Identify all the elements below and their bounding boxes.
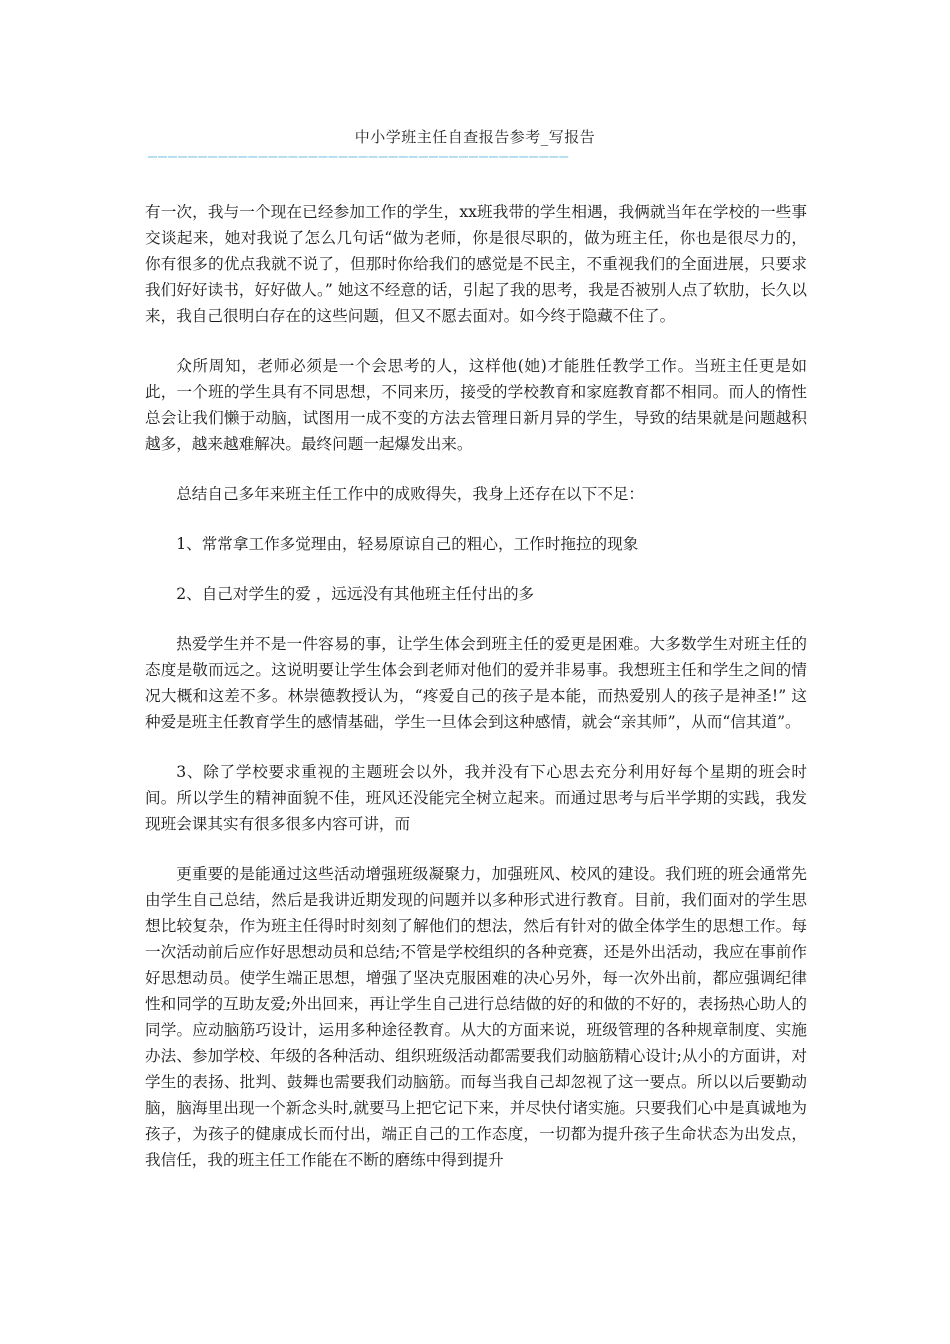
- paragraph-4: 热爱学生并不是一件容易的事，让学生体会到班主任的爱更是困难。大多数学生对班主任的态度是敬而远之。这说明要让学生体会到老师对他们的爱并非易事。我想班主任和学生之间的情况大概和这差不多。林崇德教授认为，“疼爱自己的孩子是本能，而热爱别人的孩子是神圣!” 这种爱是班主任教育学生的感情基础，学生一旦体会到这种感情，就会“亲其师”，从而“信其道”。: [145, 635, 807, 731]
- paragraph-2: 众所周知，老师必须是一个会思考的人，这样他(她)才能胜任教学工作。当班主任更是如此，一个班的学生具有不同思想，不同来历，接受的学校教育和家庭教育都不相同。而人的惰性总会让我们懒于动脑，试图用一成不变的方法去管理日新月异的学生，导致的结果就是问题越积越多，越来越难解决。最终问题一起爆发出来。: [145, 357, 807, 453]
- title-divider: ——————————————————————————————————————————: [148, 147, 570, 165]
- list-item-2: 2、自己对学生的爱 ，远远没有其他班主任付出的多: [176, 585, 535, 603]
- paragraph-1: 有一次，我与一个现在已经参加工作的学生，xx班我带的学生相遇，我俩就当年在学校的一些事交谈起来，她对我说了怎么几句话“做为老师，你是很尽职的，做为班主任，你也是很尽力的，你有很多的优点我就不说了，但那时你给我们的感觉是不民主，不重视我们的全面进展，只要求我们好好读书，好好做人。” 她这不经意的话，引起了我的思考，我是否被别人点了软肋，长久以来，我自己很明白存在的这些问题，但又不愿去面对。如今终于隐藏不住了。: [145, 203, 807, 325]
- document-title: 中小学班主任自查报告参考_写报告: [354, 128, 596, 146]
- list-item-1: 1、常常拿工作多觉理由，轻易原谅自己的粗心，工作时拖拉的现象: [176, 535, 639, 553]
- document-body: [145, 199, 807, 1197]
- paragraph-3: 总结自己多年来班主任工作中的成败得失，我身上还存在以下不足：: [176, 485, 645, 503]
- paragraph-5: 更重要的是能通过这些活动增强班级凝聚力，加强班风、校风的建设。我们班的班会通常先由学生自己总结，然后是我讲近期发现的问题并以多种形式进行教育。目前，我们面对的学生思想比较复杂，作为班主任得时时刻刻了解他们的想法，然后有针对的做全体学生的思想工作。每一次活动前后应作好思想动员和总结;不管是学校组织的各种竞赛，还是外出活动，我应在事前作好思想动员。使学生端正思想，增强了坚决克服困难的决心另外，每一次外出前，都应强调纪律性和同学的互助友爱;外出回来，再让学生自己进行总结做的好的和做的不好的，表扬热心助人的同学。应动脑筋巧设计，运用多种途径教育。从大的方面来说，班级管理的各种规章制度、实施办法、参加学校、年级的各种活动、组织班级活动都需要我们动脑筋精心设计;从小的方面讲，对学生的表扬、批判、鼓舞也需要我们动脑筋。而每当我自己却忽视了这一要点。所以以后要勤动脑，脑海里出现一个新念头时,就要马上把它记下来，并尽快付诸实施。只要我们心中是真诚地为孩子，为孩子的健康成长而付出，端正自己的工作态度，一切都为提升孩子生命状态为出发点，我信任，我的班主任工作能在不断的磨练中得到提升: [145, 865, 807, 1169]
- list-item-3: 3、除了学校要求重视的主题班会以外，我并没有下心思去充分利用好每个星期的班会时间。所以学生的精神面貌不佳，班风还没能完全树立起来。而通过思考与后半学期的实践，我发现班会课其实有很多很多内容可讲，而: [145, 763, 807, 833]
